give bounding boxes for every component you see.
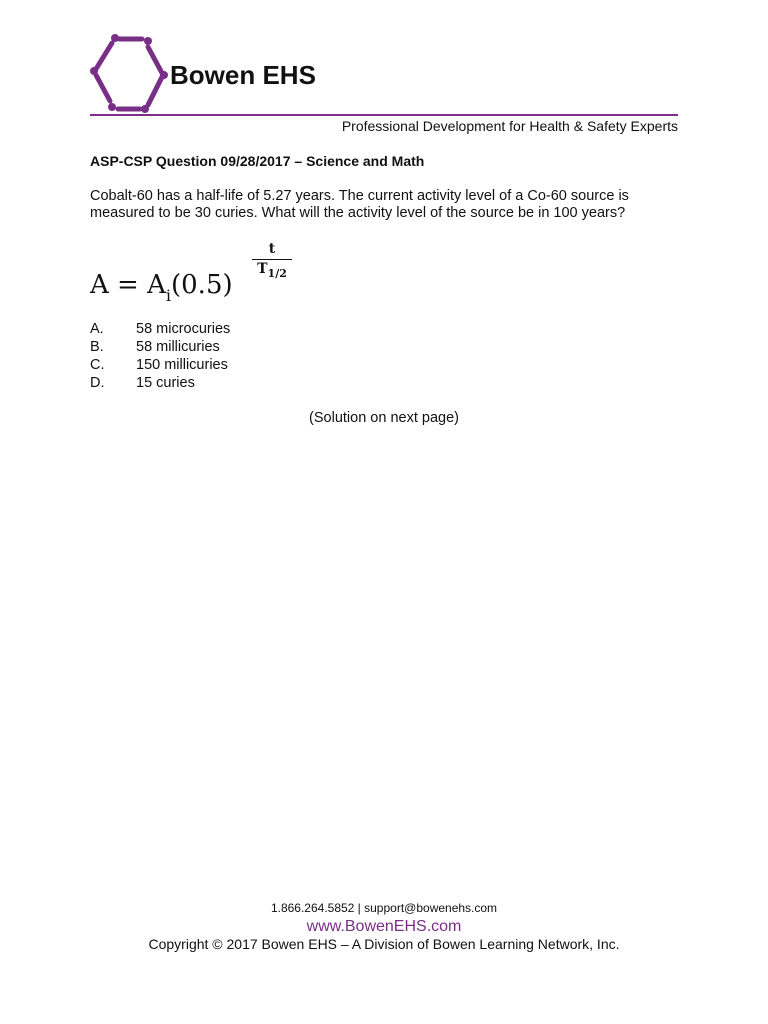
choice-text: 58 millicuries: [136, 339, 220, 355]
formula-base-sub: i: [165, 286, 171, 305]
footer-copyright: Copyright © 2017 Bowen EHS – A Division of Bowen Learning Network, Inc.: [148, 936, 620, 952]
exponent-denominator-base: T: [257, 261, 268, 277]
choice-letter: A.: [90, 321, 104, 337]
footer-contact: 1.866.264.5852 | support@bowenehs.com: [270, 901, 498, 915]
choice-text: 150 millicuries: [136, 357, 228, 373]
choice-d: [90, 374, 230, 392]
choice-a: [90, 320, 230, 338]
logo: [90, 33, 318, 113]
choice-text: 15 curies: [136, 375, 195, 391]
formula-main: [90, 270, 233, 305]
exponent-denominator-sub: 1/2: [267, 266, 287, 280]
question-title: ASP-CSP Question 09/28/2017 – Science and Math: [90, 153, 425, 169]
choice-c: [90, 356, 230, 374]
choice-letter: D.: [90, 375, 105, 391]
choice-letter: C.: [90, 357, 105, 373]
decay-formula: [90, 240, 330, 310]
choice-b: [90, 338, 230, 356]
question-text: Cobalt-60 has a half-life of 5.27 years. The current activity level of a Co-60 source is measured to be 30 curies. What will the activity level of the source be in 100 years?: [90, 188, 629, 221]
header-rule: [90, 114, 678, 116]
hexagon-logo-icon: [90, 33, 170, 113]
footer: [0, 900, 768, 953]
brand-name: Bowen EHS: [170, 60, 316, 90]
footer-url-link[interactable]: www.BowenEHS.com: [306, 918, 462, 935]
formula-lhs: A =: [90, 270, 139, 300]
tagline: Professional Development for Health & Safety Experts: [341, 118, 678, 134]
choice-letter: B.: [90, 339, 104, 355]
formula-exponent: [250, 240, 294, 282]
fraction-bar: [252, 259, 292, 260]
exponent-numerator: t: [268, 241, 276, 257]
solution-note: (Solution on next page): [309, 410, 459, 426]
choice-text: 58 microcuries: [136, 321, 231, 337]
formula-base: A: [147, 270, 166, 300]
exponent-denominator: [250, 261, 294, 282]
formula-factor: (0.5): [171, 270, 233, 300]
answer-choices: [90, 320, 230, 392]
